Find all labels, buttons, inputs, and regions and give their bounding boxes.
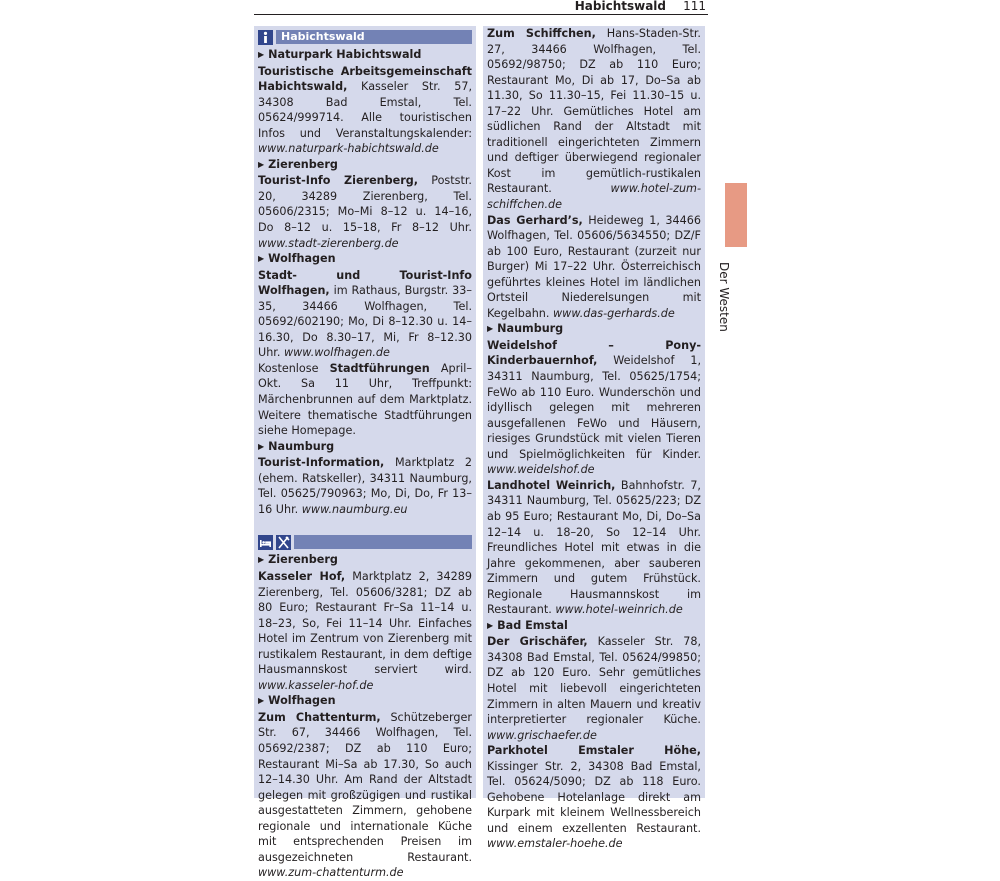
listing-entry [258,569,472,693]
listing-details: Heideweg 1, 34466 Wolfhagen, Tel. 05606/5634550; DZ/F ab 100 Euro, Restaurant (zurzeit nur Burger) Mi 17–22 Uhr. Österreichisch geführtes kleines Hotel im ländlichen Ortsteil Niederelsungen mit Kegelbahn. [487,213,701,320]
place-heading [258,552,472,569]
listing-name: Stadtführungen [329,361,430,375]
listing-entry [487,213,701,322]
place-name: Naumburg [268,439,335,453]
listing-details: April–Okt. Sa 11 Uhr, Treffpunkt: Märchenbrunnen auf dem Marktplatz. Weitere thematische Stadtführungen siehe Homepage. [258,361,472,438]
listing-url[interactable]: www.grischaefer.de [487,728,597,742]
hotel-box-header [258,533,472,551]
chapter-side-label [716,262,734,342]
listing-details: Hans-Staden-Str. 27, 34466 Wolfhagen, Tel. 05692/98750; DZ ab 110 Euro; Restaurant Mo, Di ab 17, Do–Sa ab 11.30, So 11.30–15, Fei 11.30–15 u. 17–22 Uhr. Gemütliches Hotel am südlichen Rand der Altstadt mit traditionell eingerichteten Zimmern und deftiger überwiegend regionaler Kost im gemütlich-rustikalen Restaurant. [487,27,701,196]
fork-knife-icon [276,535,291,550]
info-box [258,26,472,517]
header-section-title: Habichtswald [574,0,666,13]
listing-details: Bahnhofstr. 7, 34311 Naumburg, Tel. 05625/223; DZ ab 95 Euro; Restaurant Mo, Di, Do–Sa 12–14 u. 18–20, So 12–14 Uhr. Freundliches Hotel mit etwas in die Jahre gekommenen, aber sauberen Zimmern und gutem Frühstück. Regionale Hausmannskost im Restaurant. [487,478,701,617]
place-name: Wolfhagen [268,252,336,266]
info-box-title: Habichtswald [276,30,472,44]
triangle-bullet-icon: ▶ [258,50,265,59]
place-name: Naumburg [497,322,564,336]
info-box-body [258,47,472,517]
place-heading [258,439,472,456]
listing-entry [487,26,701,213]
right-column [483,26,705,851]
listing-url[interactable]: www.weidelshof.de [487,463,595,477]
listing-entry [487,338,701,478]
place-heading [258,693,472,710]
listing-url[interactable]: www.emstaler-hoehe.de [487,837,623,851]
listing-url[interactable]: www.hotel-zum-schiffchen.de [487,182,701,212]
triangle-bullet-icon: ▶ [258,441,265,451]
listing-url[interactable]: www.naumburg.eu [301,502,408,516]
listing-details: Schützeberger Str. 67, 34466 Wolfhagen, Tel. 05692/2387; DZ ab 110 Euro; Restaurant Mi–Sa ab 17.30, So auch 12–14.30 Uhr. Am Rand der Altstadt gelegen mit großzügigen und rustikal ausgestatteten Zimmern, gehobene regionale und internationale Küche mit entsprechenden Preisen im ausgezeichneten Restaurant. [258,710,473,864]
listing-entry [258,455,472,517]
place-heading [487,618,701,635]
page-number: 111 [683,0,706,13]
place-name: Zierenberg [268,157,338,171]
listing-entry [258,361,472,439]
listing-name: Zum Chattenturm, [258,710,381,724]
listing-details: im Rathaus, Burgstr. 33–35, 34466 Wolfhagen, Tel. 05692/602190; Mo, Di 8–12.30 u. 14–16.30, Do 8.30–17, Mi, Fr 8–12.30 Uhr. [258,284,472,360]
listing-details: Weidelshof 1, 34311 Naumburg, Tel. 05625/1754; FeWo ab 110 Euro. Wunderschön und idyllisch gelegen mit mehreren ausgefallenen FeWo und Häusern, riesiges Grundstück mit vielen Tieren und Spielmöglichkeiten für Kinder. [487,354,701,461]
listing-name: Stadt- und Tourist-Info Wolfhagen, [258,268,472,298]
listing-name: Das Gerhard’s, [487,213,583,227]
listing-entry [487,743,701,852]
place-heading [258,251,472,268]
listing-details: Kasseler Str. 57, 34308 Bad Emstal, Tel. 05624/999714. Alle touristischen Infos und Veranstaltungskalender: [258,80,472,140]
place-heading [258,157,472,174]
listing-name: Parkhotel Emstaler Höhe, [487,744,701,758]
listing-details: Marktplatz 2, 34289 Zierenberg, Tel. 05606/3281; DZ ab 80 Euro; Restaurant Fr–Sa 11–14 u. 18–23, So, Fei 11–14 Uhr. Einfaches Hotel im Zentrum von Zierenberg mit rustikalem Restaurant, in dem deftige Hausmannskost serviert wird. [258,569,472,677]
listing-entry [487,478,701,618]
triangle-bullet-icon: ▶ [258,696,265,706]
bed-icon [258,535,273,550]
entry-prefix: Kostenlose [258,361,330,375]
place-name: Naturpark Habichtswald [268,48,422,61]
triangle-bullet-icon: ▶ [487,324,494,334]
listing-url[interactable]: www.naturpark-habichtswald.de [258,142,439,156]
triangle-bullet-icon: ▶ [487,620,494,630]
listing-url[interactable]: www.stadt-zierenberg.de [258,236,399,250]
listing-name: Weidelshof – Pony-Kinderbauernhof, [487,338,701,368]
listing-details: Kissinger Str. 2, 34308 Bad Emstal, Tel. 05624/5090; DZ ab 118 Euro. Gehobene Hotelanlage direkt am Kurpark mit kleinem Wellnessbereich und einem exzellenten Restaurant. [487,759,701,835]
place-name: Wolfhagen [268,694,336,708]
listing-details: Poststr. 20, 34289 Zierenberg, Tel. 05606/2315; Mo–Mi 8–12 u. 14–16, Do 8–12 u. 15–18, Fr 8–12 Uhr. [258,174,472,235]
triangle-bullet-icon: ▶ [258,254,265,264]
listing-entry [258,710,472,881]
hotel-box-bar [294,535,472,549]
listing-url[interactable]: www.zum-chattenturm.de [258,866,404,880]
listing-details: Marktplatz 2 (ehem. Ratskeller), 34311 Naumburg, Tel. 05625/790963; Mo, Di, Do, Fr 13–16 Uhr. [258,456,472,516]
chapter-side-label-text: Der Westen [717,262,731,332]
listing-url[interactable]: www.hotel-weinrich.de [555,603,683,617]
place-heading [487,321,701,338]
running-header [254,0,708,15]
hotel-box-body [258,552,472,880]
listing-name: Der Grischäfer, [487,635,588,649]
place-name: Zierenberg [268,553,338,567]
place-heading [258,47,472,64]
info-box-header [258,28,472,46]
triangle-bullet-icon: ▶ [258,159,265,169]
listing-url[interactable]: www.das-gerhards.de [553,306,675,320]
chapter-tab-marker [725,183,747,247]
listing-name: Zum Schiffchen, [487,27,596,40]
listing-url[interactable]: www.kasseler-hof.de [258,678,374,692]
left-column [254,26,476,880]
listing-name: Touristische Arbeitsgemeinschaft Habichtswald, [258,64,472,94]
listing-url[interactable]: www.wolfhagen.de [283,346,390,360]
place-name: Bad Emstal [497,618,568,632]
hotel-box [258,517,472,880]
listing-entry [487,634,701,743]
listing-name: Tourist-Information, [258,456,385,470]
listing-name: Tourist-Info Zierenberg, [258,174,419,188]
info-icon [258,30,273,45]
listing-name: Kasseler Hof, [258,569,346,583]
listing-entry [258,173,472,251]
listing-name: Landhotel Weinrich, [487,478,616,492]
triangle-bullet-icon: ▶ [258,555,265,565]
listing-entry [258,268,472,361]
listing-entry [258,64,472,157]
right-column-body [487,26,701,852]
listing-details: Kasseler Str. 78, 34308 Bad Emstal, Tel. 05624/99850; DZ ab 120 Euro. Sehr gemütliches Hotel mit liebevoll eingerichteten Zimmern in alten Mauern und kreativ interpretierter regionaler Küche. [487,635,702,727]
